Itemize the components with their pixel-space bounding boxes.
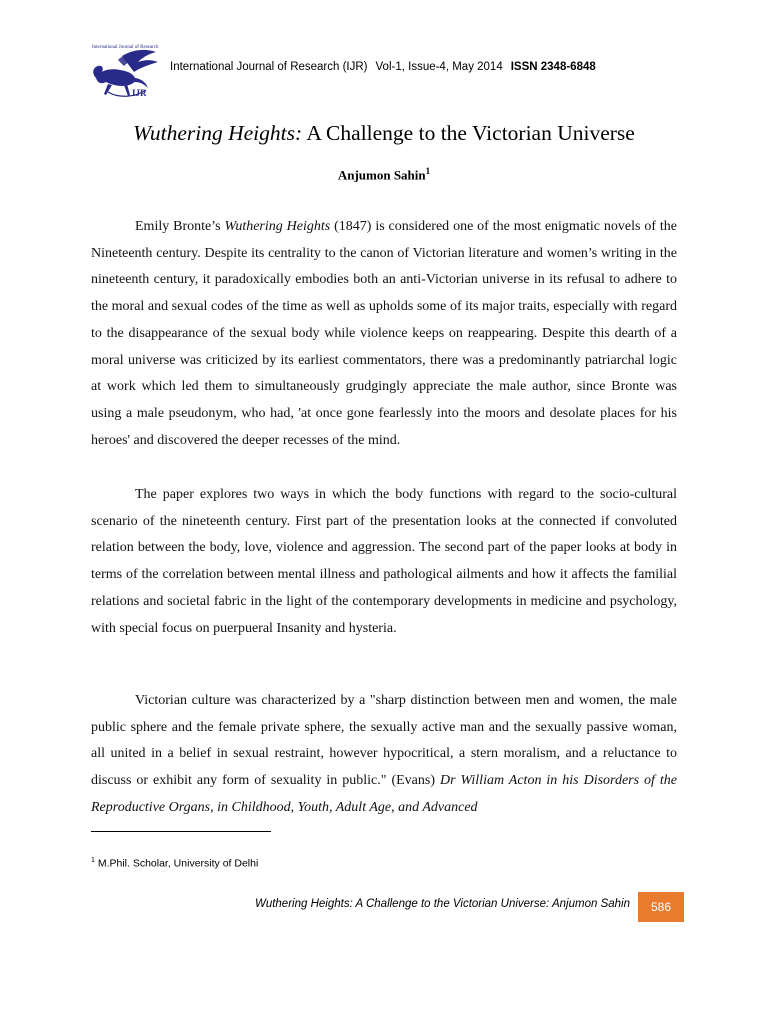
journal-header [88,44,688,104]
paragraph-1-rest: (1847) is considered one of the most enigmatic novels of the Nineteenth century. Despite its centrality to the canon of Victorian literature and women’s writing in the nineteenth century, it paradoxically embodies both an anti-Victorian universe in its refusal to adhere to the moral and sexual codes of the time as well as upholds some of its major traits, especially with regard to the disappearance of the sexual body while violence keeps on reappearing. Despite this dearth of a moral universe was criticized by its earliest commentators, there was a predominantly patriarchal logic at work which led them to simultaneously grudgingly appreciate the male author, since Bronte was using a male pseudonym, who had, 'at once gone fearlessly into the moors and desolate places for his heroes' and discovered the deeper recesses of the mind. [91,219,677,448]
journal-issn: ISSN 2348-6848 [510,61,596,73]
pegasus-icon [88,44,162,104]
footnote-text: M.Phil. Scholar, University of Delhi [94,857,259,870]
paragraph-3-lead: Victorian culture was characterized by a "sharp distinction between men and women, the male public sphere and the female private sphere, the sexually active man and the sexually passive woman, all united in a belief in sexual restraint, however hypocritical, a stern moralism, and a reluctance to discuss or exhibit any form of sexuality in public." (Evans) [91,693,677,789]
article-author [0,166,768,183]
body-paragraph-2: The paper explores two ways in which the body functions with regard to the socio-cultural scenario of the nineteenth century. First part of the presentation looks at the connected if convoluted relation between the body, love, violence and aggression. The second part of the paper looks at body in terms of the correlation between mental illness and pathological ailments and how it affects the familial relations and societal fabric in the light of the contemporary developments in medicine and psychology, with special focus on puerpueral Insanity and hysteria. [91,487,677,636]
paragraph-1-lead: Emily Bronte’s [135,219,225,234]
article-title [0,121,768,146]
logo-abbreviation: IJR [132,88,147,98]
article-title-rest: A Challenge to the Victorian Universe [302,121,635,145]
running-footer: Wuthering Heights: A Challenge to the Victorian Universe: Anjumon Sahin [254,898,630,910]
journal-name: International Journal of Research (IJR) [170,61,368,73]
paragraph-1-novel-title: Wuthering Heights [224,219,331,234]
journal-logo [88,44,162,104]
author-footnote-mark: 1 [425,166,431,176]
article-title-italic: Wuthering Heights: [133,121,303,145]
journal-info-line [170,61,596,73]
footnote-mark: 1 [91,857,95,864]
logo-caption: International Journal of Research [92,45,159,50]
body-paragraph-1 [91,214,677,454]
footnote [91,857,258,870]
body-paragraph-3 [91,688,677,822]
paragraph-3-italic: Dr William Acton in his Disorders of the Reproductive Organs, in Childhood, Youth, Adult Age, and Advanced [91,773,678,815]
footnote-rule [91,831,271,832]
author-name: Anjumon Sahin [337,167,426,183]
journal-volume-issue: Vol-1, Issue-4, May 2014 [375,61,503,73]
page-number: 586 [638,892,684,922]
